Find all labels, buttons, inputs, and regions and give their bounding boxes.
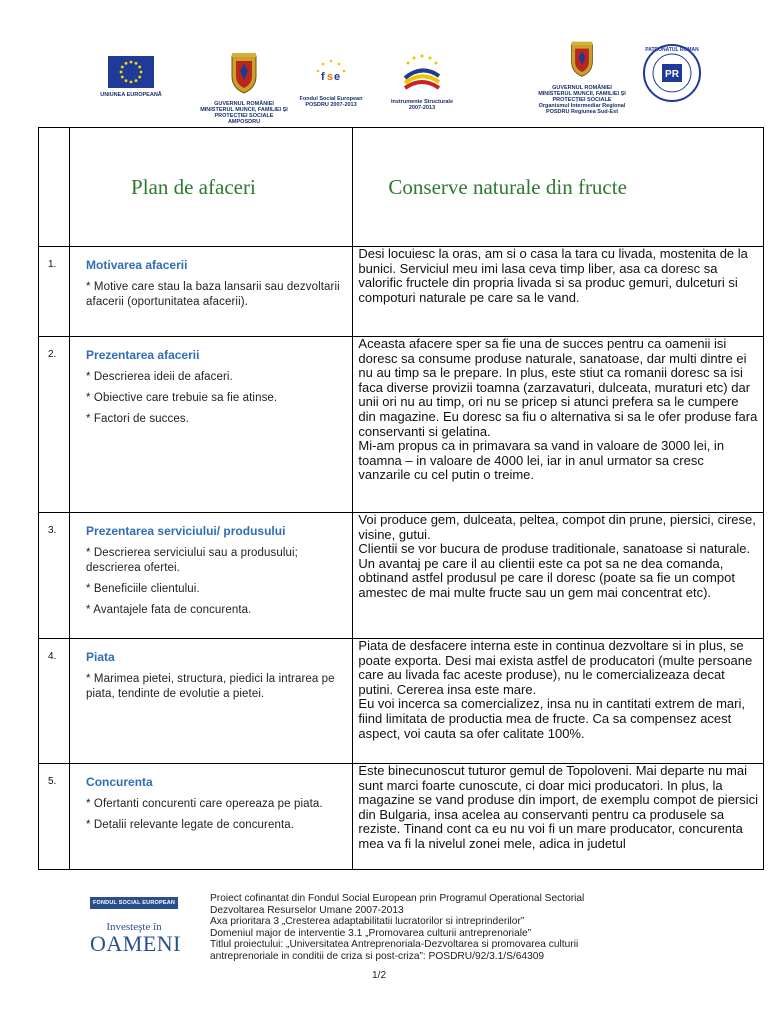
row-paragraph: Clientii se vor bucura de produse traditionale, sanatoase si naturale. (358, 541, 751, 557)
footer-line: Titlul proiectului: „Universitatea Antreprenoriala-Dezvoltarea si promovarea culturii (210, 939, 579, 951)
row-text-clip (358, 764, 759, 868)
gov1-caption-2: MINISTERUL MUNCII, FAMILIEI ȘI (200, 107, 288, 113)
fse-caption-1: Fondul Social European (299, 96, 363, 102)
table-row (39, 337, 764, 513)
gov1-caption-3: PROTECȚIEI SOCIALE (214, 113, 274, 119)
instrumente-logo (384, 52, 460, 111)
row-left-cell (70, 764, 353, 870)
bullet-text: * Avantajele fata de concurenta. (86, 604, 252, 616)
footer-text (210, 893, 680, 963)
section-title: Motivarea afacerii (86, 258, 188, 272)
header-logos (0, 0, 768, 124)
row-right-cell (353, 513, 764, 639)
instr-caption-2: 2007-2013 (408, 105, 436, 111)
business-plan-table (38, 127, 764, 870)
fse-logo (296, 58, 366, 108)
row-left-cell (70, 337, 353, 513)
bullet-text: * Descrierea ideii de afaceri. (86, 371, 233, 383)
gov2-caption-3: PROTECȚIEI SOCIALE (552, 97, 612, 103)
eu-logo (92, 56, 170, 98)
section-title: Piata (86, 650, 115, 664)
eu-caption: UNIUNEA EUROPEANĂ (100, 92, 162, 98)
row-paragraph: Este binecunoscut tuturor gemul de Topoloveni. Mai departe nu mai sunt marci foarte cunoscute, ci doar mici producatori. In plus, la magazine se vand produse din import, de exemplu compot de piersici din Bulgaria, insa acelea au conservanti pentru ca produsele sa reziste. Tinand cont ca eu nu voi fi un mare producator, concurenta mea va fi la nivelul zonei mele, adica in judetul (358, 764, 759, 851)
gov2-caption-4: Organismul Intermediar Regional (538, 103, 626, 109)
svg-text:s: s (327, 71, 334, 83)
row-number: 5. (39, 764, 70, 870)
patronat-caption: PATRONATUL ROMAN (645, 47, 699, 53)
bullet-text: * Descrierea serviciului sau a produsului; descrierea ofertei. (86, 547, 298, 574)
table-row (39, 764, 764, 870)
product-title: Conserve naturale din fructe (388, 174, 627, 199)
footer-line: Domeniul major de interventie 3.1 „Promovarea culturii antreprenoriale” (210, 927, 532, 939)
fse-caption-2: POSDRU 2007-2013 (305, 102, 357, 108)
table-header-row (39, 128, 764, 247)
section-title: Prezentarea serviciului/ produsului (86, 524, 286, 538)
coat-of-arms-icon (532, 40, 632, 83)
instr-caption-1: Instrumente Structurale (390, 99, 454, 105)
government-regional-logo (532, 40, 632, 115)
row-number: 4. (39, 639, 70, 764)
row-paragraph: Voi produce gem, dulceata, peltea, compot din prune, piersici, cirese, visine, gutui. (358, 512, 756, 542)
row-left-cell (70, 513, 353, 639)
fse-footer-logo (90, 897, 181, 956)
bullet-text: * Motive care stau la baza lansarii sau dezvoltarii afacerii (oportunitatea afacerii). (86, 281, 340, 308)
header-left-cell (70, 128, 353, 247)
svg-text:e: e (334, 71, 341, 83)
logo-wordmark: OAMENI (90, 931, 181, 956)
table-row (39, 247, 764, 337)
row-right-cell (353, 764, 764, 870)
header-num-cell (39, 128, 70, 247)
bullet-text: * Detalii relevante legate de concurenta. (86, 819, 295, 831)
row-paragraph: Un avantaj pe care il au clientii este ca pot sa ne dea comanda, obtinand astfel produsul pe care il doresc (poate sa fie un compot amestec de mai multe fructe sau un gem mai concentrat etc). (358, 555, 735, 600)
row-paragraph: Eu voi incerca sa comercializez, insa nu in cantitati extrem de mari, fiind limitata de productia mea de fructe. Ca sa compensez acest aspect, voi cauta sa ofer calitate 100%. (358, 696, 745, 741)
footer-line: Proiect cofinantat din Fondul Social European prin Programul Operational Sectorial (210, 893, 585, 904)
row-number: 3. (39, 513, 70, 639)
plan-title: Plan de afaceri (131, 174, 256, 199)
eu-flag-icon (108, 56, 154, 88)
table-row (39, 639, 764, 764)
bullet-text: * Obiective care trebuie sa fie atinse. (86, 392, 278, 404)
logo-tagline: Investeşte în (106, 921, 162, 933)
row-right-cell (353, 247, 764, 337)
bullet-text: * Beneficiile clientului. (86, 583, 200, 595)
row-paragraph: Desi locuiesc la oras, am si o casa la tara cu livada, mostenita de la bunici. Serviciul meu imi lasa ceva timp liber, asa ca doresc sa valorific fructele din propria livada si sa produc gemuri, dulceturi si compoturi naturale pe care sa le vand. (358, 246, 748, 305)
gov1-caption-4: AMPOSDRU (227, 119, 261, 125)
header-right-cell (353, 128, 764, 247)
bullet-text: * Marimea pietei, structura, piedici la intrarea pe piata, tendinte de evolutie a pietei. (86, 673, 335, 700)
row-paragraph: Aceasta afacere sper sa fie una de succes pentru ca oamenii isi doresc sa consume produse naturale, sanatoase, dar multi dintre ei nu au timp sa le prepare. In plus, este stiut ca romanii doresc sa isi faca diverse provizii toamna (zarzavaturi, dulceata, muraturi etc) dar unii ori nu au timp, ori nu se pricep si atunci prefera sa le cumpere din magazine. Eu doresc sa fiu o alternativa si sa le ofer produse fara conservanti si gelatina. (358, 336, 758, 439)
row-paragraph: Piata de desfacere interna este in continua dezvoltare si in plus, se poate exporta. Desi mai exista astfel de producatori (multe persoane care au livada fac aceste produse), nu le comercializeaza decat putini. Cererea insa este mare. (358, 638, 753, 697)
table-row (39, 513, 764, 639)
svg-text:f: f (321, 71, 325, 83)
bullet-text: * Factori de succes. (86, 413, 190, 425)
gov2-caption-1: GUVERNUL ROMÂNIEI (552, 85, 612, 91)
fse-icon (296, 58, 366, 93)
row-number: 1. (39, 247, 70, 337)
page-number: 1/2 (372, 970, 387, 981)
patronat-seal-icon (641, 42, 703, 104)
coat-of-arms-icon (196, 52, 292, 99)
patronat-badge: PR (665, 69, 679, 80)
gov1-caption-1: GUVERNUL ROMÂNIEI (214, 101, 274, 107)
gov2-caption-2: MINISTERUL MUNCII, FAMILIEI ȘI (538, 91, 626, 97)
instrumente-icon (399, 52, 445, 97)
row-paragraph: Mi-am propus ca in primavara sa vand in valoare de 3000 lei, in toamna – in valoare de 4000 lei, iar in anul urmator sa cresc vanzarile cu cel putin o treime. (358, 438, 725, 483)
bullet-text: * Ofertanti concurenti care opereaza pe piata. (86, 798, 323, 810)
section-title: Concurenta (86, 775, 153, 789)
footer-line: antreprenoriale in conditii de criza si post-criza”: POSDRU/92/3.1/S/64309 (210, 950, 545, 962)
section-title: Prezentarea afacerii (86, 348, 200, 362)
row-left-cell (70, 639, 353, 764)
row-right-cell (353, 639, 764, 764)
footer-line: Dezvoltarea Resurselor Umane 2007-2013 (210, 904, 404, 916)
row-right-cell (353, 337, 764, 513)
government-logo (196, 52, 292, 125)
footer-line: Axa prioritara 3 „Cresterea adaptabilitatii lucratorilor si intreprinderilor” (210, 916, 525, 928)
row-left-cell (70, 247, 353, 337)
patronat-logo (640, 42, 704, 109)
gov2-caption-5: POSDRU Regiunea Sud-Est (545, 109, 619, 115)
row-number: 2. (39, 337, 70, 513)
fse-band: FONDUL SOCIAL EUROPEAN (90, 897, 178, 909)
